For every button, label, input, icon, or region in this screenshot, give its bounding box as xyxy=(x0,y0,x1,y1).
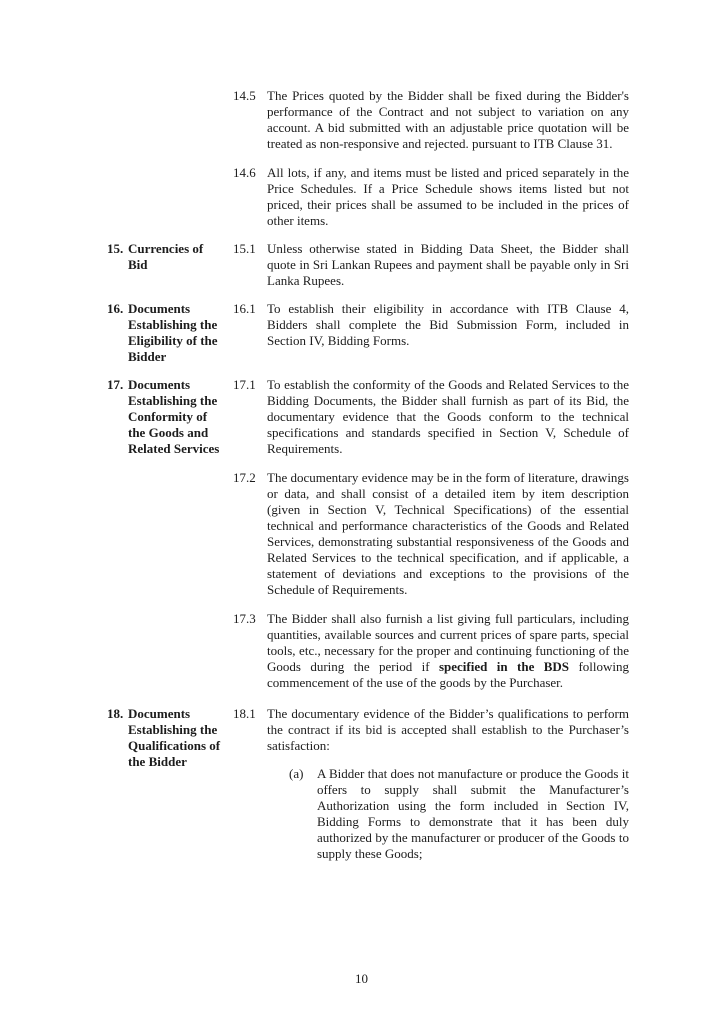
clause-body xyxy=(267,611,629,691)
clause-list xyxy=(233,88,629,229)
clause-number: 16.1 xyxy=(233,301,256,316)
section-heading xyxy=(107,241,233,289)
clause-text xyxy=(267,611,629,691)
section-heading-title: Documents Establishing the Eligibility of the Bidder xyxy=(128,301,218,364)
clause-list xyxy=(233,377,629,691)
clause-text: Unless otherwise stated in Bidding Data Sheet, the Bidder shall quote in Sri Lankan Rupees and payment shall be payable only in Sri Lanka Rupees. xyxy=(267,241,629,288)
clause-text-bold-segment: specified in the BDS xyxy=(438,659,570,674)
clause-number: 17.2 xyxy=(233,470,256,485)
section-heading-number: 18. xyxy=(107,706,124,721)
subitem-label: (a) xyxy=(289,766,304,781)
clause-17-3 xyxy=(233,611,629,691)
section-heading xyxy=(107,301,233,365)
section-heading-title: Documents Establishing the Conformity of the Goods and Related Services xyxy=(128,377,220,456)
section-heading-empty xyxy=(107,88,233,229)
section-heading-title: Currencies of Bid xyxy=(128,241,204,272)
section-heading xyxy=(107,377,233,691)
clause-list xyxy=(233,706,629,862)
section-heading-title: Documents Establishing the Qualifications of the Bidder xyxy=(128,706,221,769)
clause-17-2 xyxy=(233,470,629,598)
clause-18-1 xyxy=(233,706,629,862)
section-14-continued xyxy=(107,88,629,229)
clause-subitem-a xyxy=(267,766,629,862)
clause-list xyxy=(233,301,629,365)
section-heading-number: 17. xyxy=(107,377,124,392)
clause-number: 14.6 xyxy=(233,165,256,180)
clause-number: 18.1 xyxy=(233,706,256,721)
clause-body xyxy=(267,470,629,598)
section-heading-number xyxy=(107,88,128,229)
clause-list xyxy=(233,241,629,289)
subitem-text: A Bidder that does not manufacture or produce the Goods it offers to supply shall submit the Manufacturer’s Authorization using the form included in Section IV, Bidding Forms to demonstrate that it has been duly authorized by the manufacturer or producer of the Goods to supply these Goods; xyxy=(317,766,629,861)
clause-number: 17.1 xyxy=(233,377,256,392)
clause-14-6 xyxy=(233,165,629,229)
clause-body xyxy=(267,88,629,152)
clause-text-segment: The Bidder shall also furnish a list giving full particulars, including quantities, available sources and current prices of spare parts, special tools, etc., necessary for the proper and continuing functioning of the Goods during the period if xyxy=(267,611,629,674)
section-heading xyxy=(107,706,233,862)
clause-14-5 xyxy=(233,88,629,152)
clause-text: The Prices quoted by the Bidder shall be fixed during the Bidder's performance of the Contract and not subject to variation on any account. A bid submitted with an adjustable price quotation will be treated as non-responsive and rejected. pursuant to ITB Clause 31. xyxy=(267,88,629,151)
clause-text: To establish the conformity of the Goods and Related Services to the Bidding Documents, the Bidder shall furnish as part of its Bid, the documentary evidence that the Goods conform to the technical specifications and standards specified in Section V, Schedule of Requirements. xyxy=(267,377,629,456)
clause-text: All lots, if any, and items must be listed and priced separately in the Price Schedules. If a Price Schedule shows items listed but not priced, their prices shall be assumed to be included in the prices of other items. xyxy=(267,165,629,228)
clause-body xyxy=(267,301,629,349)
clause-body xyxy=(267,706,629,862)
clause-15-1 xyxy=(233,241,629,289)
clause-text-segment: following commencement of the use of the goods by the Purchaser. xyxy=(267,659,630,690)
clause-body xyxy=(267,377,629,457)
clause-text: The documentary evidence may be in the form of literature, drawings or data, and shall consist of a detailed item by item description (given in Section V, Technical Specifications) of the essential technical and performance characteristics of the Goods and Related Services, demonstrating substantial responsiveness of the Goods and Related Services to the technical specification, and if applicable, a statement of deviations and exceptions to the provisions of the Schedule of Requirements. xyxy=(267,470,629,597)
section-heading-number: 15. xyxy=(107,241,124,256)
clause-number: 15.1 xyxy=(233,241,256,256)
page-content xyxy=(107,88,629,874)
clause-17-1 xyxy=(233,377,629,457)
clause-body xyxy=(267,165,629,229)
section-18-qualification-documents xyxy=(107,706,629,862)
section-heading-number: 16. xyxy=(107,301,124,316)
clause-body xyxy=(267,241,629,289)
clause-text: To establish their eligibility in accordance with ITB Clause 4, Bidders shall complete the Bid Submission Form, included in Section IV, Bidding Forms. xyxy=(267,301,629,348)
section-heading-title xyxy=(128,88,225,229)
section-17-conformity-documents xyxy=(107,377,629,691)
section-16-eligibility-documents xyxy=(107,301,629,365)
clause-number: 17.3 xyxy=(233,611,256,626)
page-number: 10 xyxy=(355,971,368,986)
clause-number: 14.5 xyxy=(233,88,256,103)
clause-text: The documentary evidence of the Bidder’s qualifications to perform the contract if its bid is accepted shall establish to the Purchaser’s satisfaction: xyxy=(267,706,629,753)
clause-16-1 xyxy=(233,301,629,349)
section-15-currencies-of-bid xyxy=(107,241,629,289)
